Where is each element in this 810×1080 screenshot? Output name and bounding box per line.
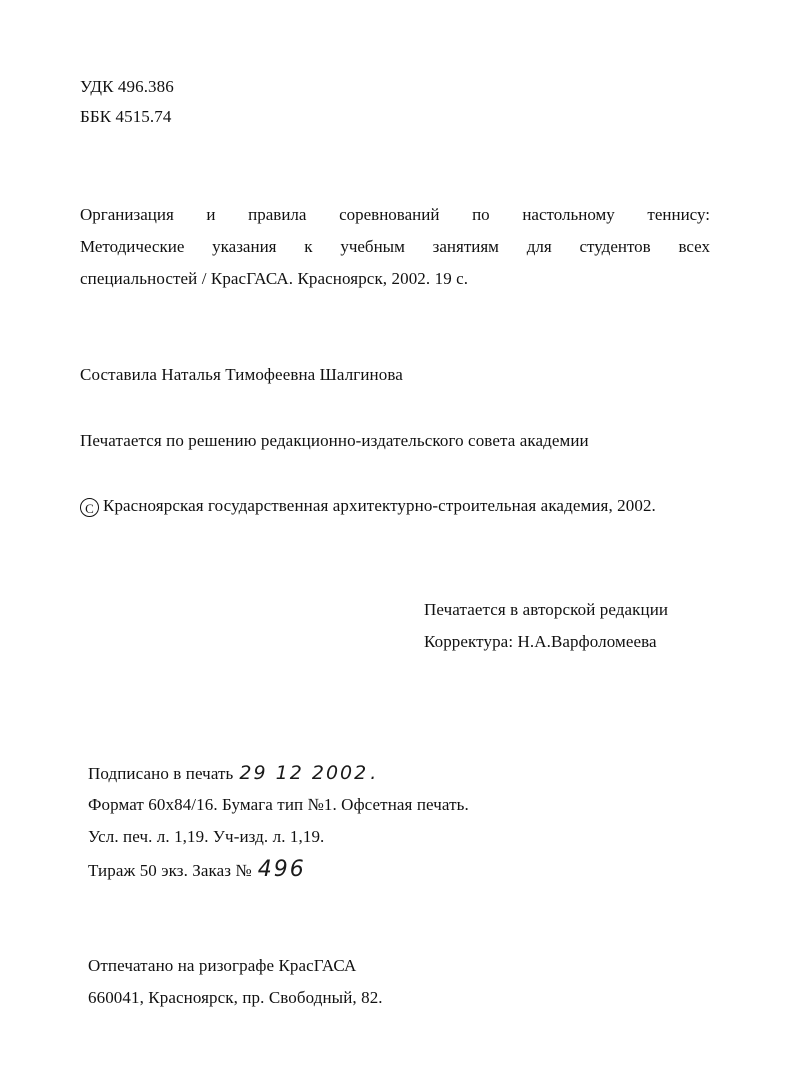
- proofreader-line: Корректура: Н.А.Варфоломеева: [424, 632, 657, 651]
- description-line-3: специальностей / КрасГАСА. Красноярск, 2002. 19 с.: [80, 269, 469, 288]
- bbk-code: ББК 4515.74: [80, 107, 172, 126]
- printer-line: Отпечатано на ризографе КрасГАСА: [88, 956, 357, 975]
- date-dot: .: [370, 762, 379, 784]
- copyright-line: [80, 495, 656, 517]
- printer-address: 660041, Красноярск, пр. Свободный, 82.: [88, 988, 383, 1007]
- signed-for-print-line: [88, 762, 378, 785]
- signed-label: Подписано в печать: [88, 764, 234, 783]
- copyright-icon: C: [80, 498, 99, 517]
- publication-note: Печатается по решению редакционно-издательского совета академии: [80, 431, 589, 450]
- run-order-line: [88, 859, 306, 882]
- description-line-1: Организация и правила соревнований по настольному теннису:: [80, 205, 710, 224]
- run-label: Тираж 50 экз. Заказ №: [88, 861, 252, 880]
- description-line-2: Методические указания к учебным занятиям для студентов всех: [80, 237, 710, 256]
- handwritten-date: 29 12 2002: [239, 762, 369, 784]
- format-line: Формат 60х84/16. Бумага тип №1. Офсетная печать.: [88, 795, 469, 814]
- compiler-line: Составила Наталья Тимофеевна Шалгинова: [80, 365, 403, 384]
- udk-code: УДК 496.386: [80, 77, 174, 96]
- sheets-line: Усл. печ. л. 1,19. Уч-изд. л. 1,19.: [88, 827, 325, 846]
- copyright-text: Красноярская государственная архитектурно-строительная академия, 2002.: [103, 496, 656, 515]
- handwritten-order-number: 496: [257, 857, 306, 882]
- edition-note: Печатается в авторской редакции: [424, 600, 669, 619]
